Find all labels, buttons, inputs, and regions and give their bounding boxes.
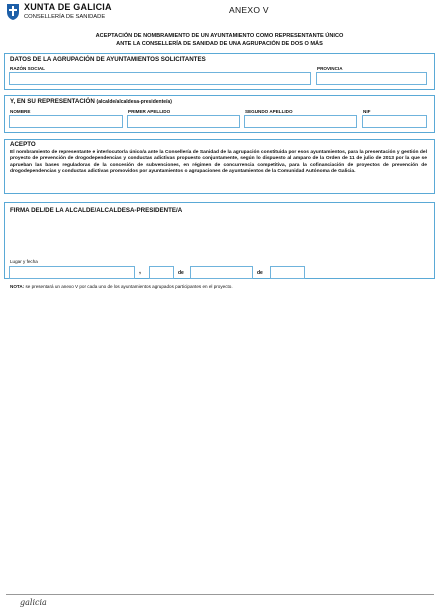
primer-apellido-input[interactable] [127, 115, 240, 128]
galicia-footer-logo: galicia [20, 598, 47, 607]
razon-social-label: RAZÓN SOCIAL [10, 66, 45, 71]
brand-subtitle: CONSELLERÍA DE SANIDADE [24, 14, 106, 20]
primer-apellido-label: PRIMER APELLIDO [128, 109, 171, 114]
nota-label: NOTA: [10, 284, 25, 289]
de-label-2: de [257, 270, 263, 276]
comma-separator: , [139, 268, 141, 275]
razon-social-input[interactable] [9, 72, 311, 85]
ano-input[interactable] [270, 266, 305, 279]
nombre-label: NOMBRE [10, 109, 31, 114]
nota-text: se presentará un anexo V por cada uno de los ayuntamientos agrupados participantes en el proyecto. [25, 284, 233, 289]
lugar-input[interactable] [9, 266, 135, 279]
segundo-apellido-label: SEGUNDO APELLIDO [245, 109, 293, 114]
provincia-label: PROVINCIA [317, 66, 343, 71]
xunta-logo [6, 2, 136, 24]
nif-label: NIF [363, 109, 371, 114]
form-title-line1: ACEPTACIÓN DE NOMBRAMIENTO DE UN AYUNTAMIENTO COMO REPRESENTANTE ÚNICO [95, 33, 344, 39]
form-title-line2: ANTE LA CONSELLERÍA DE SANIDAD DE UNA AGRUPACIÓN DE DOS O MÁS [116, 41, 323, 47]
lugar-fecha-label: Lugar y fecha [10, 259, 38, 264]
footer-divider [6, 594, 434, 595]
section-acepto-title: ACEPTO [10, 141, 36, 148]
representacion-title-note: (alcalde/alcaldesa-presidente/a) [96, 99, 172, 105]
nota [10, 284, 233, 289]
section-datos-title: DATOS DE LA AGRUPACIÓN DE AYUNTAMIENTOS SOLICITANTES [10, 56, 206, 63]
nombre-input[interactable] [9, 115, 123, 128]
annex-label: ANEXO V [229, 5, 269, 15]
mes-input[interactable] [190, 266, 253, 279]
nif-input[interactable] [362, 115, 427, 128]
representacion-title-text: Y, EN SU REPRESENTACIÓN [10, 98, 95, 105]
section-firma-title: FIRMA DEL/DE LA ALCALDE/ALCALDESA-PRESIDENTE/A [10, 207, 183, 214]
de-label-1: de [178, 270, 184, 276]
segundo-apellido-input[interactable] [244, 115, 357, 128]
section-representacion-title [10, 98, 172, 105]
brand-title: XUNTA DE GALICIA [24, 2, 112, 12]
provincia-input[interactable] [316, 72, 427, 85]
galicia-shield-icon [6, 3, 20, 21]
dia-input[interactable] [149, 266, 174, 279]
acepto-text: El nombramiento de representante e interlocutor/a único/a ante la Consellería de Sanidad de la agrupación constituida por esos ayuntamientos, para la presentación y gestión del proyecto de prevención de drogodependencias y conductas adictivas propuesto conjuntamente, según lo dispuesto al amparo de la Orden de 11 de julio de 2013 por la que se aprueban las bases reguladoras de la concesión de subvenciones, en régimen de concurrencia competitiva, para la cofinanciación de proyectos de prevención de drogodependencias y conductas adictivas promovidos por ayuntamientos o agrupaciones de ayuntamientos de la Comunidad Autónoma de Galicia. [10, 150, 427, 174]
